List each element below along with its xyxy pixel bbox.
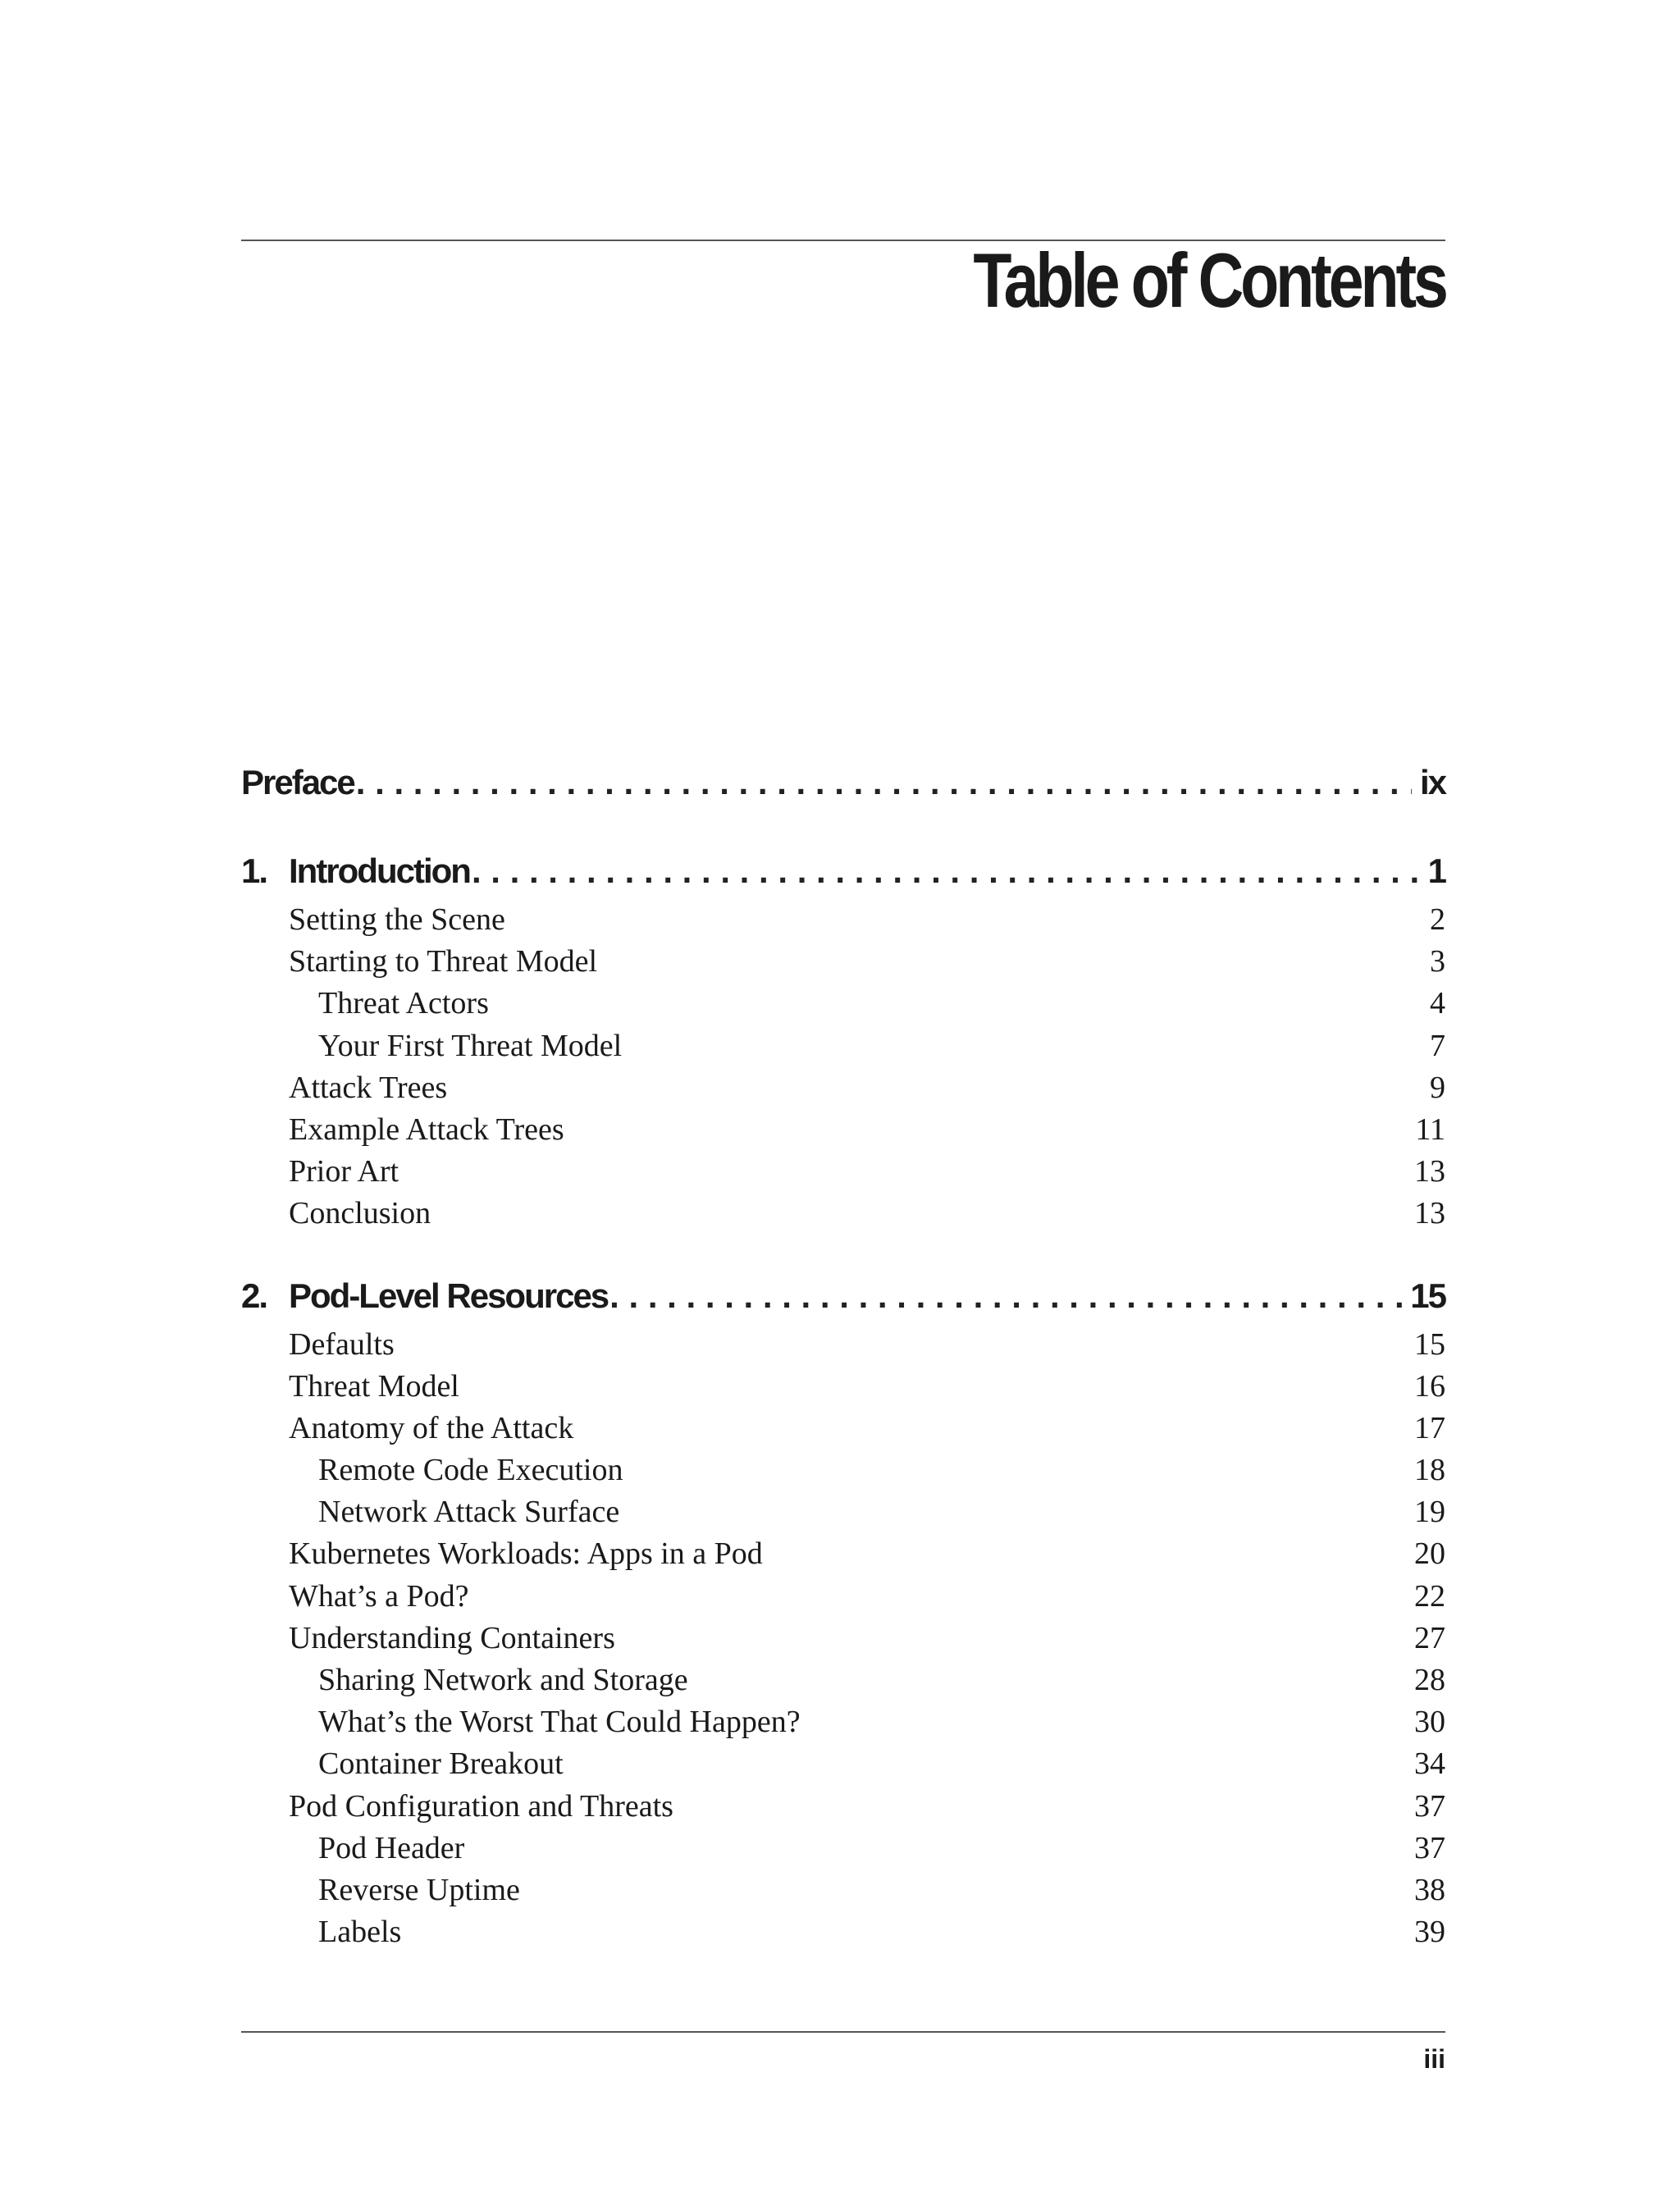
toc-entry-page: 34 <box>1414 1746 1445 1782</box>
toc-entry[interactable] <box>241 1491 1445 1533</box>
toc-entry-label: Anatomy of the Attack <box>289 1410 574 1445</box>
toc-entry-label: Pod Configuration and Threats <box>289 1788 673 1824</box>
toc-entry-page: 37 <box>1414 1788 1445 1824</box>
chapter-title: Pod-Level Resources <box>289 1276 609 1315</box>
chapter-heading[interactable] <box>241 1276 1445 1324</box>
toc-entry[interactable] <box>241 1025 1445 1067</box>
toc-entry-label: Understanding Containers <box>289 1620 615 1655</box>
toc-entry-page: 9 <box>1430 1070 1445 1105</box>
toc-entry[interactable] <box>241 1324 1445 1366</box>
toc-entry-page: 4 <box>1430 986 1445 1021</box>
toc-entry[interactable] <box>241 1193 1445 1235</box>
toc-entry[interactable] <box>241 1828 1445 1869</box>
toc-entry-page: 13 <box>1414 1154 1445 1189</box>
toc-entry[interactable] <box>241 899 1445 941</box>
toc-entry[interactable] <box>241 1533 1445 1575</box>
chapter-entries <box>241 899 1445 1235</box>
page-title: Table of Contents <box>973 237 1445 323</box>
dot-leader <box>356 763 1412 802</box>
chapter-page: 1 <box>1427 851 1445 890</box>
chapter-page: 15 <box>1410 1276 1445 1315</box>
toc-entry-label: Starting to Threat Model <box>289 944 598 979</box>
toc-entry-label: Threat Model <box>289 1368 459 1404</box>
toc-entry[interactable] <box>241 1408 1445 1449</box>
toc-entry-page: 16 <box>1414 1368 1445 1404</box>
toc-entry[interactable] <box>241 1869 1445 1911</box>
toc-entry[interactable] <box>241 941 1445 983</box>
toc-entry-page: 37 <box>1414 1830 1445 1865</box>
toc-entry-label: Setting the Scene <box>289 902 505 937</box>
bottom-rule <box>241 2031 1445 2033</box>
toc-entry-label: Threat Actors <box>318 986 489 1021</box>
toc-entry-label: Defaults <box>289 1326 395 1362</box>
toc-entry-page: 7 <box>1430 1028 1445 1063</box>
toc-entry-page: 28 <box>1414 1663 1445 1697</box>
toc-entry-label: Remote Code Execution <box>318 1453 623 1488</box>
toc-entry-label: Conclusion <box>289 1196 431 1231</box>
toc-entry-label: Attack Trees <box>289 1070 448 1105</box>
toc-entry-label: Kubernetes Workloads: Apps in a Pod <box>289 1536 763 1572</box>
table-of-contents <box>241 763 1445 1994</box>
toc-entry-label: Container Breakout <box>318 1746 564 1782</box>
preface-page: ix <box>1419 763 1445 801</box>
toc-entry[interactable] <box>241 1659 1445 1701</box>
toc-entry[interactable] <box>241 1743 1445 1785</box>
chapter-heading[interactable] <box>241 851 1445 899</box>
toc-chapter-1 <box>241 851 1445 1235</box>
toc-entry-label: What’s the Worst That Could Happen? <box>318 1705 801 1740</box>
toc-entry[interactable] <box>241 1449 1445 1491</box>
toc-entry-page: 20 <box>1414 1536 1445 1572</box>
toc-entry[interactable] <box>241 1151 1445 1193</box>
toc-entry-label: Pod Header <box>318 1830 465 1865</box>
preface-heading[interactable] <box>241 763 1445 810</box>
chapter-number: 1. <box>241 851 267 890</box>
toc-entry[interactable] <box>241 1911 1445 1953</box>
toc-entry-page: 15 <box>1414 1326 1445 1362</box>
toc-entry[interactable] <box>241 1576 1445 1618</box>
dot-leader <box>472 851 1420 891</box>
toc-entry[interactable] <box>241 1786 1445 1828</box>
toc-entry-page: 22 <box>1414 1578 1445 1614</box>
toc-entry-page: 39 <box>1414 1915 1445 1950</box>
toc-entry-page: 18 <box>1414 1453 1445 1488</box>
toc-entry-page: 3 <box>1430 944 1445 979</box>
toc-chapter-2 <box>241 1276 1445 1954</box>
toc-entry-page: 11 <box>1415 1112 1445 1147</box>
toc-entry-label: Reverse Uptime <box>318 1872 520 1907</box>
toc-entry-page: 17 <box>1414 1410 1445 1445</box>
toc-entry-label: Example Attack Trees <box>289 1112 564 1147</box>
toc-entry-label: Prior Art <box>289 1154 399 1189</box>
toc-entry-page: 30 <box>1414 1705 1445 1740</box>
chapter-number: 2. <box>241 1276 267 1315</box>
toc-preface <box>241 763 1445 810</box>
toc-entry-label: Sharing Network and Storage <box>318 1663 688 1697</box>
toc-entry[interactable] <box>241 1109 1445 1151</box>
toc-entry-label: Your First Threat Model <box>318 1028 623 1063</box>
toc-entry[interactable] <box>241 1701 1445 1743</box>
toc-entry-page: 2 <box>1430 902 1445 937</box>
toc-entry-page: 13 <box>1414 1196 1445 1231</box>
toc-entry[interactable] <box>241 1618 1445 1659</box>
toc-entry-page: 38 <box>1414 1872 1445 1907</box>
toc-entry[interactable] <box>241 983 1445 1025</box>
preface-title: Preface <box>241 763 354 801</box>
toc-entry-label: What’s a Pod? <box>289 1578 469 1614</box>
toc-entry[interactable] <box>241 1067 1445 1109</box>
toc-entry-label: Labels <box>318 1915 402 1950</box>
toc-entry-page: 19 <box>1414 1495 1445 1530</box>
toc-entry-label: Network Attack Surface <box>318 1495 620 1530</box>
dot-leader <box>609 1276 1402 1316</box>
toc-entry[interactable] <box>241 1366 1445 1408</box>
toc-entry-page: 27 <box>1414 1620 1445 1655</box>
page-number: iii <box>1423 2044 1445 2074</box>
chapter-entries <box>241 1324 1445 1954</box>
chapter-title: Introduction <box>289 851 470 890</box>
